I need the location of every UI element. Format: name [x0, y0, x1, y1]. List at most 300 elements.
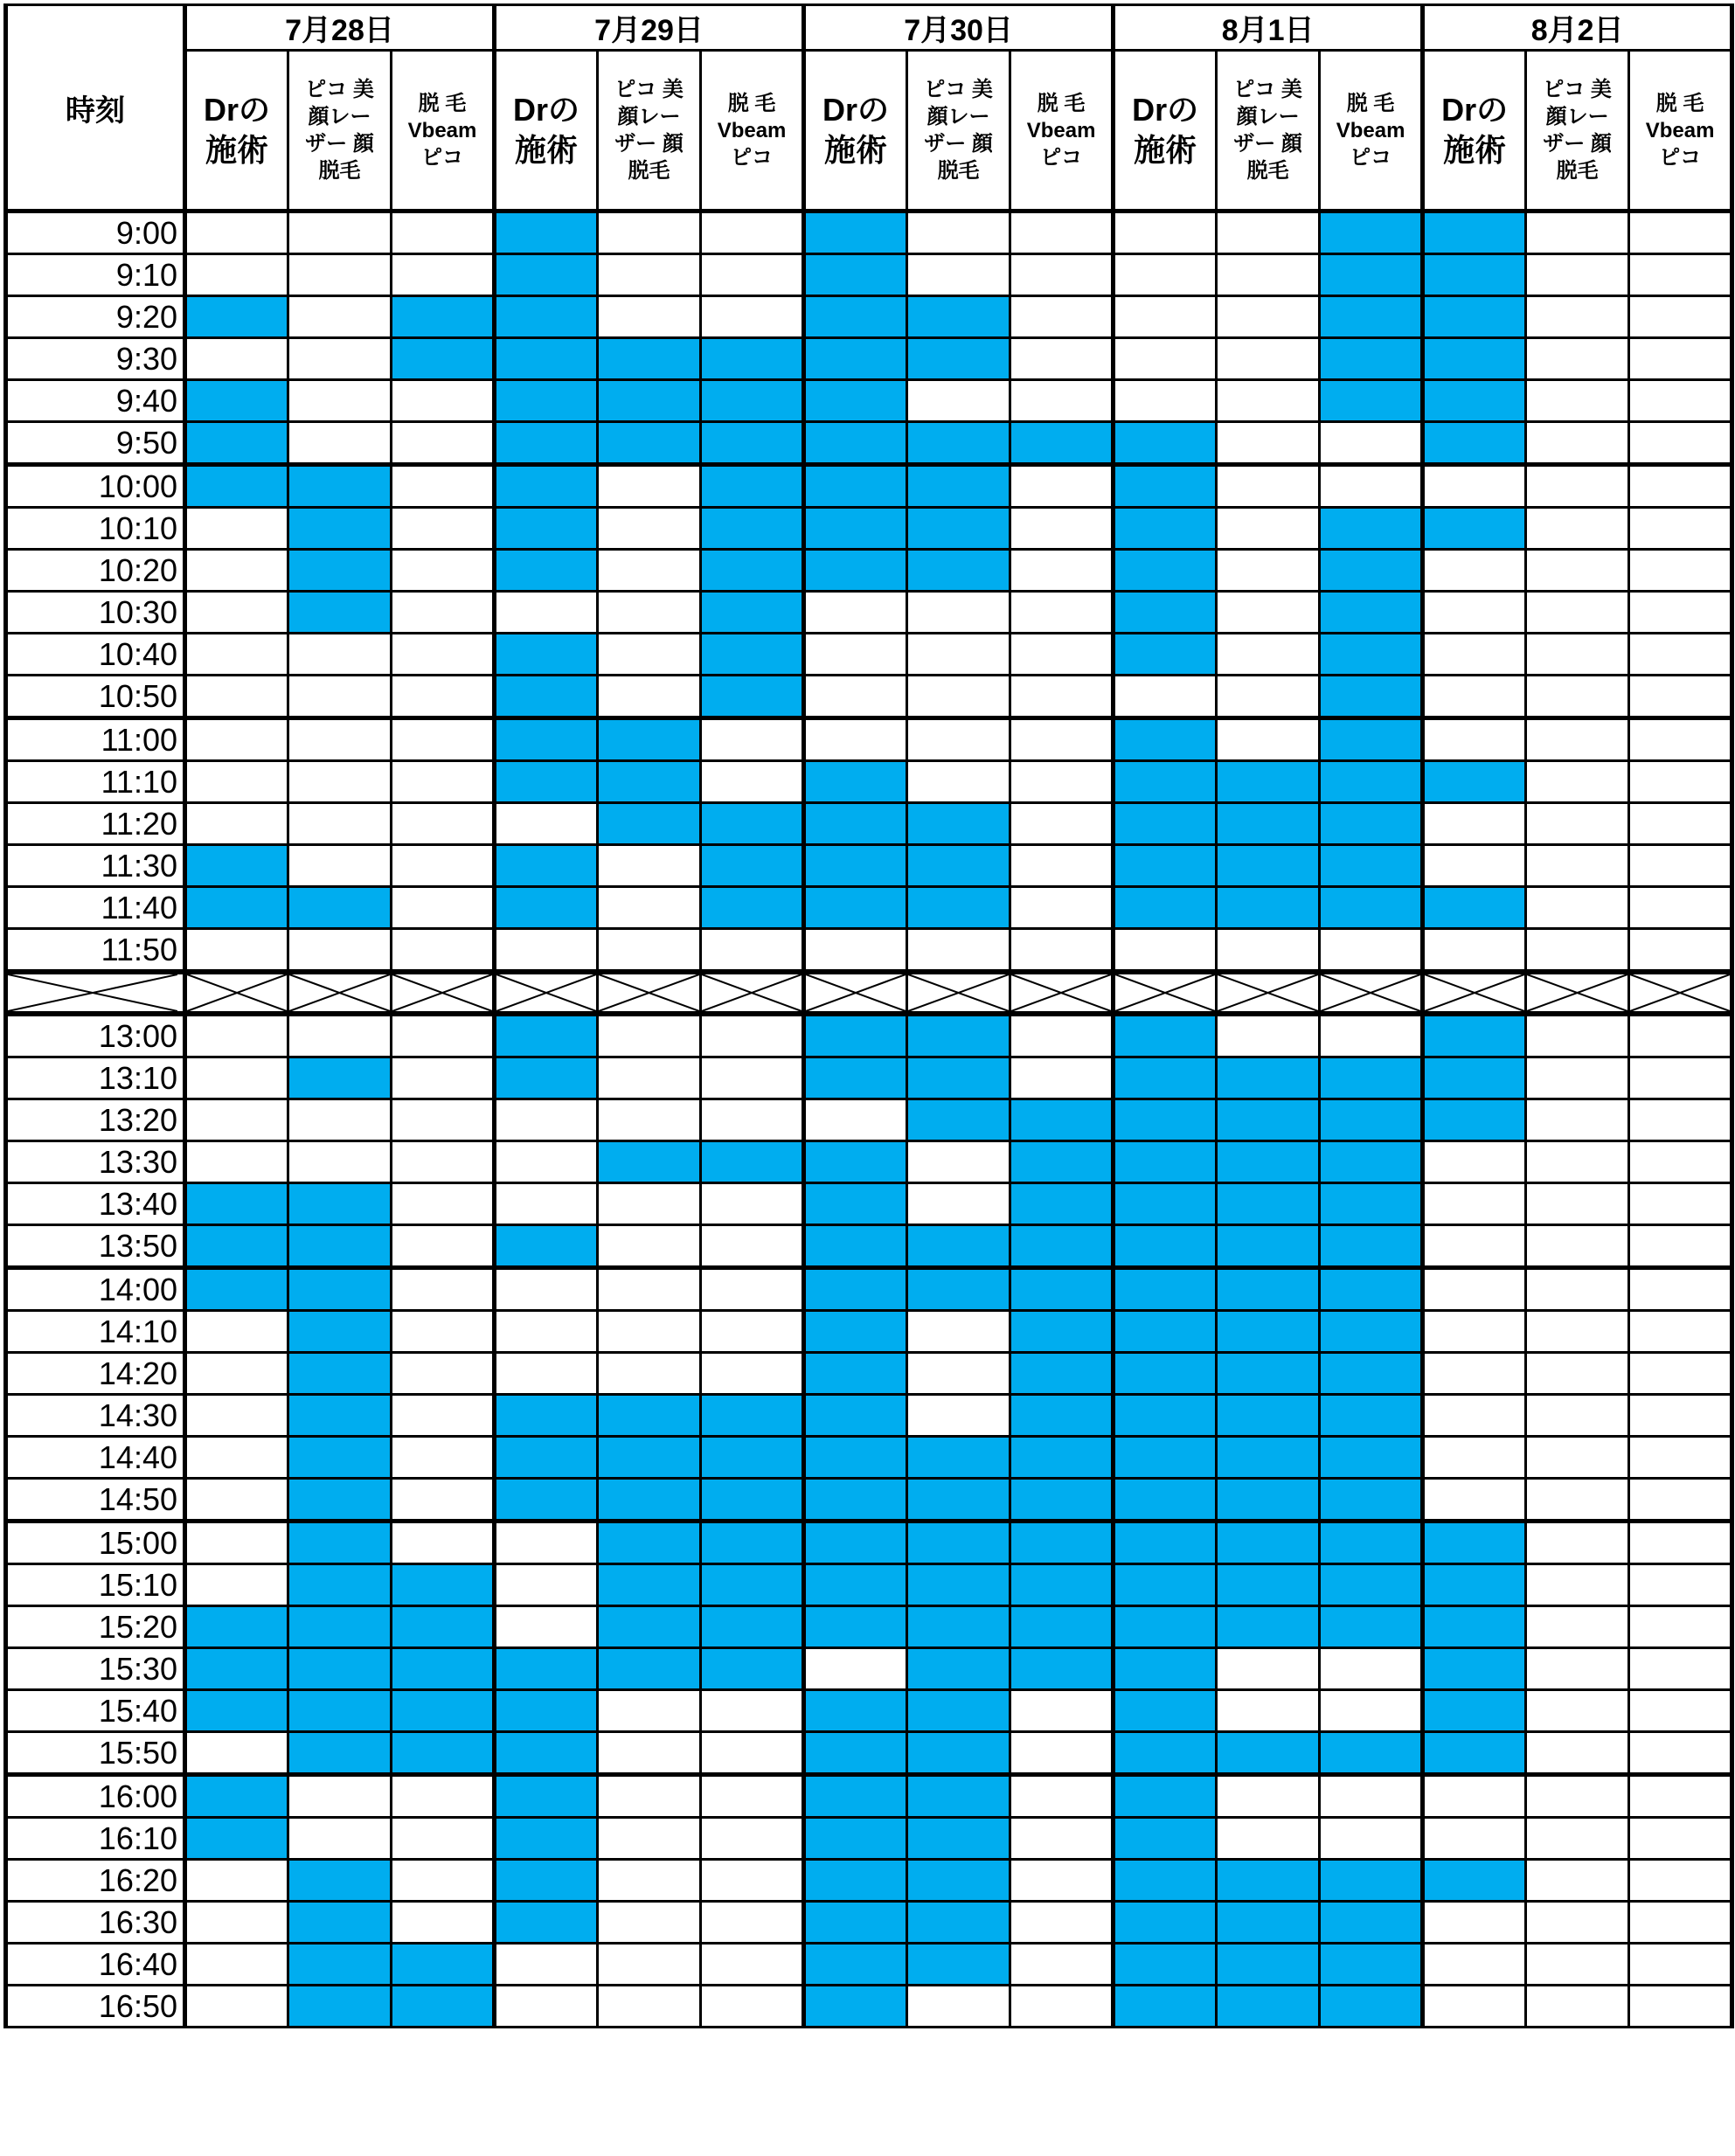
available-slot[interactable]	[185, 1395, 288, 1437]
available-slot[interactable]	[288, 845, 392, 887]
booked-slot[interactable]	[701, 1479, 804, 1522]
booked-slot[interactable]	[907, 1944, 1010, 1986]
available-slot[interactable]	[495, 1522, 598, 1564]
booked-slot[interactable]	[701, 508, 804, 550]
available-slot[interactable]	[907, 1353, 1010, 1395]
booked-slot[interactable]	[1423, 761, 1526, 803]
available-slot[interactable]	[1010, 550, 1114, 592]
available-slot[interactable]	[1526, 1648, 1629, 1690]
available-slot[interactable]	[1010, 845, 1114, 887]
available-slot[interactable]	[1526, 1944, 1629, 1986]
available-slot[interactable]	[1320, 422, 1423, 465]
booked-slot[interactable]	[1217, 1311, 1320, 1353]
booked-slot[interactable]	[804, 1353, 907, 1395]
booked-slot[interactable]	[907, 1860, 1010, 1902]
available-slot[interactable]	[598, 1311, 701, 1353]
available-slot[interactable]	[1423, 1395, 1526, 1437]
booked-slot[interactable]	[907, 422, 1010, 465]
booked-slot[interactable]	[701, 845, 804, 887]
booked-slot[interactable]	[804, 1986, 907, 2028]
available-slot[interactable]	[1010, 676, 1114, 718]
booked-slot[interactable]	[1320, 1479, 1423, 1522]
available-slot[interactable]	[907, 929, 1010, 973]
booked-slot[interactable]	[1114, 508, 1217, 550]
available-slot[interactable]	[1423, 1437, 1526, 1479]
booked-slot[interactable]	[1423, 380, 1526, 422]
available-slot[interactable]	[1526, 1014, 1629, 1057]
available-slot[interactable]	[598, 1353, 701, 1395]
booked-slot[interactable]	[1217, 1986, 1320, 2028]
available-slot[interactable]	[1629, 887, 1732, 929]
booked-slot[interactable]	[1217, 1564, 1320, 1606]
booked-slot[interactable]	[1423, 1648, 1526, 1690]
available-slot[interactable]	[1217, 1818, 1320, 1860]
available-slot[interactable]	[701, 1818, 804, 1860]
booked-slot[interactable]	[701, 592, 804, 634]
available-slot[interactable]	[392, 1014, 495, 1057]
booked-slot[interactable]	[1423, 422, 1526, 465]
available-slot[interactable]	[598, 296, 701, 338]
available-slot[interactable]	[185, 1564, 288, 1606]
booked-slot[interactable]	[598, 422, 701, 465]
available-slot[interactable]	[392, 211, 495, 254]
available-slot[interactable]	[1629, 1141, 1732, 1183]
booked-slot[interactable]	[495, 380, 598, 422]
booked-slot[interactable]	[495, 254, 598, 296]
booked-slot[interactable]	[185, 1818, 288, 1860]
available-slot[interactable]	[1629, 1014, 1732, 1057]
available-slot[interactable]	[1629, 1395, 1732, 1437]
booked-slot[interactable]	[288, 1395, 392, 1437]
booked-slot[interactable]	[1114, 592, 1217, 634]
booked-slot[interactable]	[598, 761, 701, 803]
booked-slot[interactable]	[1423, 508, 1526, 550]
available-slot[interactable]	[495, 1986, 598, 2028]
available-slot[interactable]	[1320, 1690, 1423, 1732]
booked-slot[interactable]	[1217, 1395, 1320, 1437]
available-slot[interactable]	[1423, 1141, 1526, 1183]
available-slot[interactable]	[392, 550, 495, 592]
available-slot[interactable]	[1629, 1268, 1732, 1311]
available-slot[interactable]	[598, 1183, 701, 1225]
available-slot[interactable]	[1114, 676, 1217, 718]
available-slot[interactable]	[598, 1944, 701, 1986]
booked-slot[interactable]	[1320, 1057, 1423, 1099]
available-slot[interactable]	[598, 1860, 701, 1902]
booked-slot[interactable]	[598, 338, 701, 380]
available-slot[interactable]	[1010, 929, 1114, 973]
available-slot[interactable]	[1114, 929, 1217, 973]
booked-slot[interactable]	[1114, 1311, 1217, 1353]
booked-slot[interactable]	[1320, 1099, 1423, 1141]
available-slot[interactable]	[701, 254, 804, 296]
available-slot[interactable]	[185, 1057, 288, 1099]
booked-slot[interactable]	[392, 1648, 495, 1690]
booked-slot[interactable]	[495, 1902, 598, 1944]
booked-slot[interactable]	[1217, 761, 1320, 803]
available-slot[interactable]	[1526, 1775, 1629, 1818]
available-slot[interactable]	[392, 1268, 495, 1311]
available-slot[interactable]	[1526, 296, 1629, 338]
available-slot[interactable]	[1423, 676, 1526, 718]
available-slot[interactable]	[1629, 1648, 1732, 1690]
available-slot[interactable]	[1526, 1437, 1629, 1479]
available-slot[interactable]	[907, 676, 1010, 718]
available-slot[interactable]	[701, 929, 804, 973]
available-slot[interactable]	[1629, 1183, 1732, 1225]
booked-slot[interactable]	[1320, 338, 1423, 380]
available-slot[interactable]	[701, 1860, 804, 1902]
available-slot[interactable]	[288, 929, 392, 973]
booked-slot[interactable]	[1320, 1183, 1423, 1225]
available-slot[interactable]	[392, 1479, 495, 1522]
booked-slot[interactable]	[1423, 254, 1526, 296]
available-slot[interactable]	[1010, 296, 1114, 338]
available-slot[interactable]	[1629, 1860, 1732, 1902]
booked-slot[interactable]	[1320, 1437, 1423, 1479]
available-slot[interactable]	[1010, 1860, 1114, 1902]
booked-slot[interactable]	[598, 1479, 701, 1522]
available-slot[interactable]	[1526, 1818, 1629, 1860]
available-slot[interactable]	[1629, 422, 1732, 465]
available-slot[interactable]	[701, 1775, 804, 1818]
available-slot[interactable]	[1526, 1268, 1629, 1311]
available-slot[interactable]	[185, 761, 288, 803]
booked-slot[interactable]	[1114, 1732, 1217, 1775]
booked-slot[interactable]	[495, 845, 598, 887]
available-slot[interactable]	[495, 1141, 598, 1183]
available-slot[interactable]	[701, 1014, 804, 1057]
available-slot[interactable]	[1217, 296, 1320, 338]
available-slot[interactable]	[185, 254, 288, 296]
booked-slot[interactable]	[701, 338, 804, 380]
available-slot[interactable]	[1423, 1479, 1526, 1522]
booked-slot[interactable]	[1010, 1183, 1114, 1225]
available-slot[interactable]	[185, 634, 288, 676]
booked-slot[interactable]	[185, 422, 288, 465]
available-slot[interactable]	[1217, 550, 1320, 592]
booked-slot[interactable]	[1010, 1099, 1114, 1141]
booked-slot[interactable]	[1010, 1268, 1114, 1311]
booked-slot[interactable]	[907, 1606, 1010, 1648]
available-slot[interactable]	[907, 761, 1010, 803]
available-slot[interactable]	[1010, 211, 1114, 254]
available-slot[interactable]	[1010, 508, 1114, 550]
available-slot[interactable]	[185, 1944, 288, 1986]
booked-slot[interactable]	[1114, 1437, 1217, 1479]
booked-slot[interactable]	[1114, 1648, 1217, 1690]
booked-slot[interactable]	[1320, 634, 1423, 676]
available-slot[interactable]	[1629, 1944, 1732, 1986]
booked-slot[interactable]	[598, 1564, 701, 1606]
available-slot[interactable]	[1629, 465, 1732, 508]
booked-slot[interactable]	[1114, 1479, 1217, 1522]
available-slot[interactable]	[1010, 1057, 1114, 1099]
available-slot[interactable]	[1423, 1268, 1526, 1311]
available-slot[interactable]	[701, 1353, 804, 1395]
booked-slot[interactable]	[1320, 296, 1423, 338]
booked-slot[interactable]	[804, 211, 907, 254]
booked-slot[interactable]	[804, 465, 907, 508]
available-slot[interactable]	[1423, 1818, 1526, 1860]
available-slot[interactable]	[1217, 254, 1320, 296]
booked-slot[interactable]	[598, 380, 701, 422]
booked-slot[interactable]	[495, 1690, 598, 1732]
available-slot[interactable]	[1423, 634, 1526, 676]
available-slot[interactable]	[1114, 380, 1217, 422]
available-slot[interactable]	[1629, 1437, 1732, 1479]
available-slot[interactable]	[288, 718, 392, 761]
available-slot[interactable]	[185, 1522, 288, 1564]
booked-slot[interactable]	[804, 1818, 907, 1860]
available-slot[interactable]	[288, 1099, 392, 1141]
available-slot[interactable]	[1526, 1606, 1629, 1648]
available-slot[interactable]	[1629, 634, 1732, 676]
available-slot[interactable]	[598, 465, 701, 508]
booked-slot[interactable]	[701, 380, 804, 422]
available-slot[interactable]	[598, 592, 701, 634]
booked-slot[interactable]	[495, 1732, 598, 1775]
booked-slot[interactable]	[701, 1437, 804, 1479]
booked-slot[interactable]	[288, 1225, 392, 1268]
booked-slot[interactable]	[701, 1141, 804, 1183]
available-slot[interactable]	[1526, 1057, 1629, 1099]
available-slot[interactable]	[1010, 592, 1114, 634]
booked-slot[interactable]	[701, 1522, 804, 1564]
available-slot[interactable]	[1217, 211, 1320, 254]
available-slot[interactable]	[1217, 508, 1320, 550]
booked-slot[interactable]	[495, 1057, 598, 1099]
booked-slot[interactable]	[804, 254, 907, 296]
available-slot[interactable]	[1423, 550, 1526, 592]
available-slot[interactable]	[598, 1057, 701, 1099]
booked-slot[interactable]	[1217, 1944, 1320, 1986]
available-slot[interactable]	[598, 1818, 701, 1860]
available-slot[interactable]	[288, 634, 392, 676]
booked-slot[interactable]	[185, 1775, 288, 1818]
available-slot[interactable]	[598, 1732, 701, 1775]
available-slot[interactable]	[1320, 1775, 1423, 1818]
booked-slot[interactable]	[495, 1479, 598, 1522]
available-slot[interactable]	[185, 929, 288, 973]
booked-slot[interactable]	[392, 296, 495, 338]
available-slot[interactable]	[598, 1690, 701, 1732]
available-slot[interactable]	[1629, 1311, 1732, 1353]
booked-slot[interactable]	[907, 1268, 1010, 1311]
booked-slot[interactable]	[1010, 422, 1114, 465]
available-slot[interactable]	[1010, 1944, 1114, 1986]
booked-slot[interactable]	[701, 1564, 804, 1606]
booked-slot[interactable]	[495, 338, 598, 380]
booked-slot[interactable]	[392, 338, 495, 380]
available-slot[interactable]	[1526, 1141, 1629, 1183]
booked-slot[interactable]	[1010, 1141, 1114, 1183]
available-slot[interactable]	[288, 211, 392, 254]
booked-slot[interactable]	[1423, 1690, 1526, 1732]
booked-slot[interactable]	[804, 1014, 907, 1057]
booked-slot[interactable]	[804, 1902, 907, 1944]
booked-slot[interactable]	[288, 1986, 392, 2028]
booked-slot[interactable]	[907, 1732, 1010, 1775]
available-slot[interactable]	[1526, 1690, 1629, 1732]
available-slot[interactable]	[392, 380, 495, 422]
booked-slot[interactable]	[1114, 1225, 1217, 1268]
available-slot[interactable]	[1217, 1014, 1320, 1057]
booked-slot[interactable]	[1320, 211, 1423, 254]
booked-slot[interactable]	[1114, 1353, 1217, 1395]
booked-slot[interactable]	[907, 338, 1010, 380]
booked-slot[interactable]	[1217, 1268, 1320, 1311]
available-slot[interactable]	[598, 1268, 701, 1311]
available-slot[interactable]	[907, 380, 1010, 422]
booked-slot[interactable]	[804, 1944, 907, 1986]
booked-slot[interactable]	[1320, 254, 1423, 296]
available-slot[interactable]	[1629, 761, 1732, 803]
available-slot[interactable]	[495, 1944, 598, 1986]
booked-slot[interactable]	[1423, 296, 1526, 338]
available-slot[interactable]	[1423, 1986, 1526, 2028]
booked-slot[interactable]	[1320, 1606, 1423, 1648]
available-slot[interactable]	[288, 803, 392, 845]
available-slot[interactable]	[1423, 1775, 1526, 1818]
available-slot[interactable]	[1526, 380, 1629, 422]
available-slot[interactable]	[1010, 1690, 1114, 1732]
booked-slot[interactable]	[1114, 1860, 1217, 1902]
booked-slot[interactable]	[1320, 1522, 1423, 1564]
available-slot[interactable]	[185, 1099, 288, 1141]
available-slot[interactable]	[392, 1311, 495, 1353]
booked-slot[interactable]	[1114, 718, 1217, 761]
available-slot[interactable]	[804, 634, 907, 676]
available-slot[interactable]	[1423, 465, 1526, 508]
booked-slot[interactable]	[1320, 1395, 1423, 1437]
available-slot[interactable]	[392, 634, 495, 676]
available-slot[interactable]	[1526, 1479, 1629, 1522]
booked-slot[interactable]	[701, 676, 804, 718]
booked-slot[interactable]	[288, 1311, 392, 1353]
available-slot[interactable]	[185, 1860, 288, 1902]
available-slot[interactable]	[1526, 1353, 1629, 1395]
booked-slot[interactable]	[495, 1648, 598, 1690]
available-slot[interactable]	[185, 1437, 288, 1479]
available-slot[interactable]	[1526, 592, 1629, 634]
available-slot[interactable]	[598, 254, 701, 296]
available-slot[interactable]	[185, 676, 288, 718]
booked-slot[interactable]	[1010, 1522, 1114, 1564]
available-slot[interactable]	[907, 1141, 1010, 1183]
available-slot[interactable]	[598, 634, 701, 676]
available-slot[interactable]	[495, 1183, 598, 1225]
available-slot[interactable]	[1629, 254, 1732, 296]
booked-slot[interactable]	[804, 1860, 907, 1902]
booked-slot[interactable]	[907, 803, 1010, 845]
available-slot[interactable]	[185, 1902, 288, 1944]
booked-slot[interactable]	[495, 718, 598, 761]
booked-slot[interactable]	[495, 1014, 598, 1057]
available-slot[interactable]	[1010, 254, 1114, 296]
booked-slot[interactable]	[907, 1775, 1010, 1818]
available-slot[interactable]	[1629, 296, 1732, 338]
booked-slot[interactable]	[701, 1648, 804, 1690]
booked-slot[interactable]	[495, 296, 598, 338]
available-slot[interactable]	[495, 1268, 598, 1311]
booked-slot[interactable]	[701, 1395, 804, 1437]
available-slot[interactable]	[1217, 1690, 1320, 1732]
booked-slot[interactable]	[1114, 1818, 1217, 1860]
booked-slot[interactable]	[495, 887, 598, 929]
booked-slot[interactable]	[907, 1437, 1010, 1479]
booked-slot[interactable]	[804, 1395, 907, 1437]
booked-slot[interactable]	[185, 380, 288, 422]
booked-slot[interactable]	[1114, 1775, 1217, 1818]
booked-slot[interactable]	[1320, 1353, 1423, 1395]
available-slot[interactable]	[1629, 508, 1732, 550]
available-slot[interactable]	[1423, 718, 1526, 761]
available-slot[interactable]	[495, 1353, 598, 1395]
booked-slot[interactable]	[907, 1564, 1010, 1606]
booked-slot[interactable]	[701, 634, 804, 676]
booked-slot[interactable]	[1217, 845, 1320, 887]
available-slot[interactable]	[701, 718, 804, 761]
available-slot[interactable]	[907, 211, 1010, 254]
available-slot[interactable]	[701, 1986, 804, 2028]
available-slot[interactable]	[495, 1311, 598, 1353]
booked-slot[interactable]	[495, 211, 598, 254]
available-slot[interactable]	[392, 845, 495, 887]
available-slot[interactable]	[701, 211, 804, 254]
available-slot[interactable]	[1526, 845, 1629, 887]
available-slot[interactable]	[392, 422, 495, 465]
available-slot[interactable]	[1526, 761, 1629, 803]
available-slot[interactable]	[1526, 1311, 1629, 1353]
available-slot[interactable]	[392, 1818, 495, 1860]
booked-slot[interactable]	[495, 1860, 598, 1902]
booked-slot[interactable]	[804, 1437, 907, 1479]
available-slot[interactable]	[907, 634, 1010, 676]
available-slot[interactable]	[1629, 338, 1732, 380]
booked-slot[interactable]	[288, 550, 392, 592]
booked-slot[interactable]	[804, 1479, 907, 1522]
booked-slot[interactable]	[495, 508, 598, 550]
available-slot[interactable]	[804, 718, 907, 761]
available-slot[interactable]	[598, 676, 701, 718]
booked-slot[interactable]	[495, 634, 598, 676]
booked-slot[interactable]	[1320, 761, 1423, 803]
available-slot[interactable]	[1114, 211, 1217, 254]
booked-slot[interactable]	[495, 1437, 598, 1479]
available-slot[interactable]	[392, 508, 495, 550]
available-slot[interactable]	[1526, 1522, 1629, 1564]
booked-slot[interactable]	[1217, 803, 1320, 845]
booked-slot[interactable]	[1114, 1395, 1217, 1437]
booked-slot[interactable]	[288, 887, 392, 929]
booked-slot[interactable]	[804, 1732, 907, 1775]
available-slot[interactable]	[185, 1479, 288, 1522]
booked-slot[interactable]	[804, 508, 907, 550]
booked-slot[interactable]	[804, 1183, 907, 1225]
booked-slot[interactable]	[1423, 887, 1526, 929]
available-slot[interactable]	[185, 1353, 288, 1395]
booked-slot[interactable]	[185, 1268, 288, 1311]
available-slot[interactable]	[598, 845, 701, 887]
booked-slot[interactable]	[288, 1564, 392, 1606]
booked-slot[interactable]	[495, 761, 598, 803]
booked-slot[interactable]	[1423, 338, 1526, 380]
available-slot[interactable]	[392, 761, 495, 803]
available-slot[interactable]	[1526, 887, 1629, 929]
booked-slot[interactable]	[1423, 1099, 1526, 1141]
available-slot[interactable]	[598, 1099, 701, 1141]
